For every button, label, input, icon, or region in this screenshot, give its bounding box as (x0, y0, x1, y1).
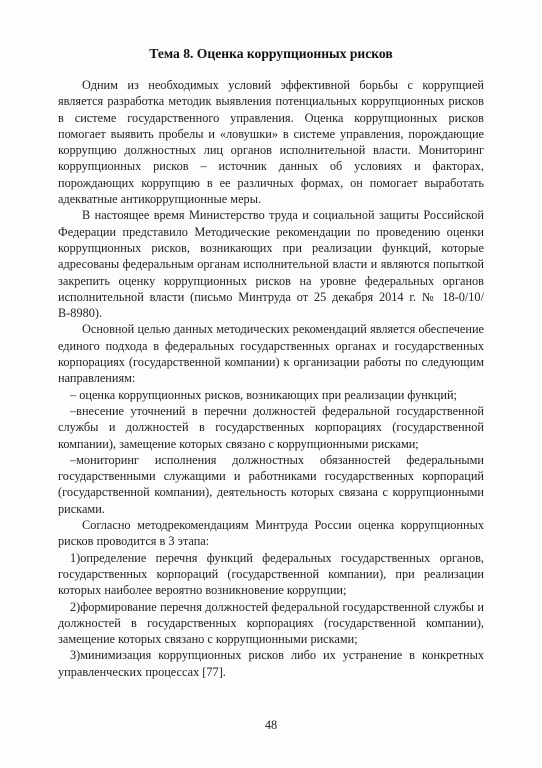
page-number: 48 (264, 718, 278, 732)
paragraph-intro: Одним из необходимых условий эффективной борьбы с коррупцией является разработка методик выявления потенциальных коррупционных рисков в системе государственного управления. Оценка коррупционных рисков помогает выявить пробелы и «ловушки» в системе управления, порождающие коррупцию должностных лиц органов исполнительной власти. Мониторинг коррупционных рисков – источник данных об условиях и факторах, порождающих коррупцию в ее различных формах, он помогает выработать адекватные антикоррупционные меры. (58, 78, 484, 207)
page-body (58, 46, 484, 680)
list-item-direction: –мониторинг исполнения должностных обязанностей федеральными государственными служащими и работниками государственных корпораций (государственной компании), деятельность которых связана с коррупционными рисками. (58, 452, 484, 516)
section-title: Тема 8. Оценка коррупционных рисков (149, 46, 393, 61)
list-item-direction: – оценка коррупционных рисков, возникающих при реализации функций; (70, 387, 457, 402)
paragraph-goal: Основной целью данных методических рекомендаций является обеспечение единого подхода в федеральных государственных органах и государственных корпорациях (государственной компании) к организации работы по следующим направлениям: (58, 322, 484, 386)
list-item-stage: 1)определение перечня функций федеральных государственных органов, государственных корпораций (государственной компании), при реализации которых наиболее вероятно возникновение коррупции; (58, 550, 484, 598)
list-item-direction: –внесение уточнений в перечни должностей федеральной государственной службы и должностей в государственных корпорациях (государственной компании), замещение которых связано с коррупционными рисками; (58, 403, 484, 451)
paragraph-ministry: В настоящее время Министерство труда и социальной защиты Российской Федерации представило Методические рекомендации по проведению оценки коррупционных рисков, возникающих при реализации функций, которые адресованы федеральным органам исполнительной власти и являются попыткой закрепить оценку коррупционных рисков на уровне федеральных органов исполнительной власти (письмо Минтруда от 25 декабря 2014 г. № 18-0/10/В-8980). (58, 208, 484, 321)
list-item-stage: 3)минимизация коррупционных рисков либо их устранение в конкретных управленческих процессах [77]. (58, 648, 484, 679)
paragraph-stages: Согласно методрекомендациям Минтруда России оценка коррупционных рисков проводится в 3 этапа: (58, 518, 484, 549)
list-item-stage: 2)формирование перечня должностей федеральной государственной службы и должностей в государственных корпорациях (государственной компании), замещение которых связано с коррупционными рисками; (58, 599, 484, 647)
